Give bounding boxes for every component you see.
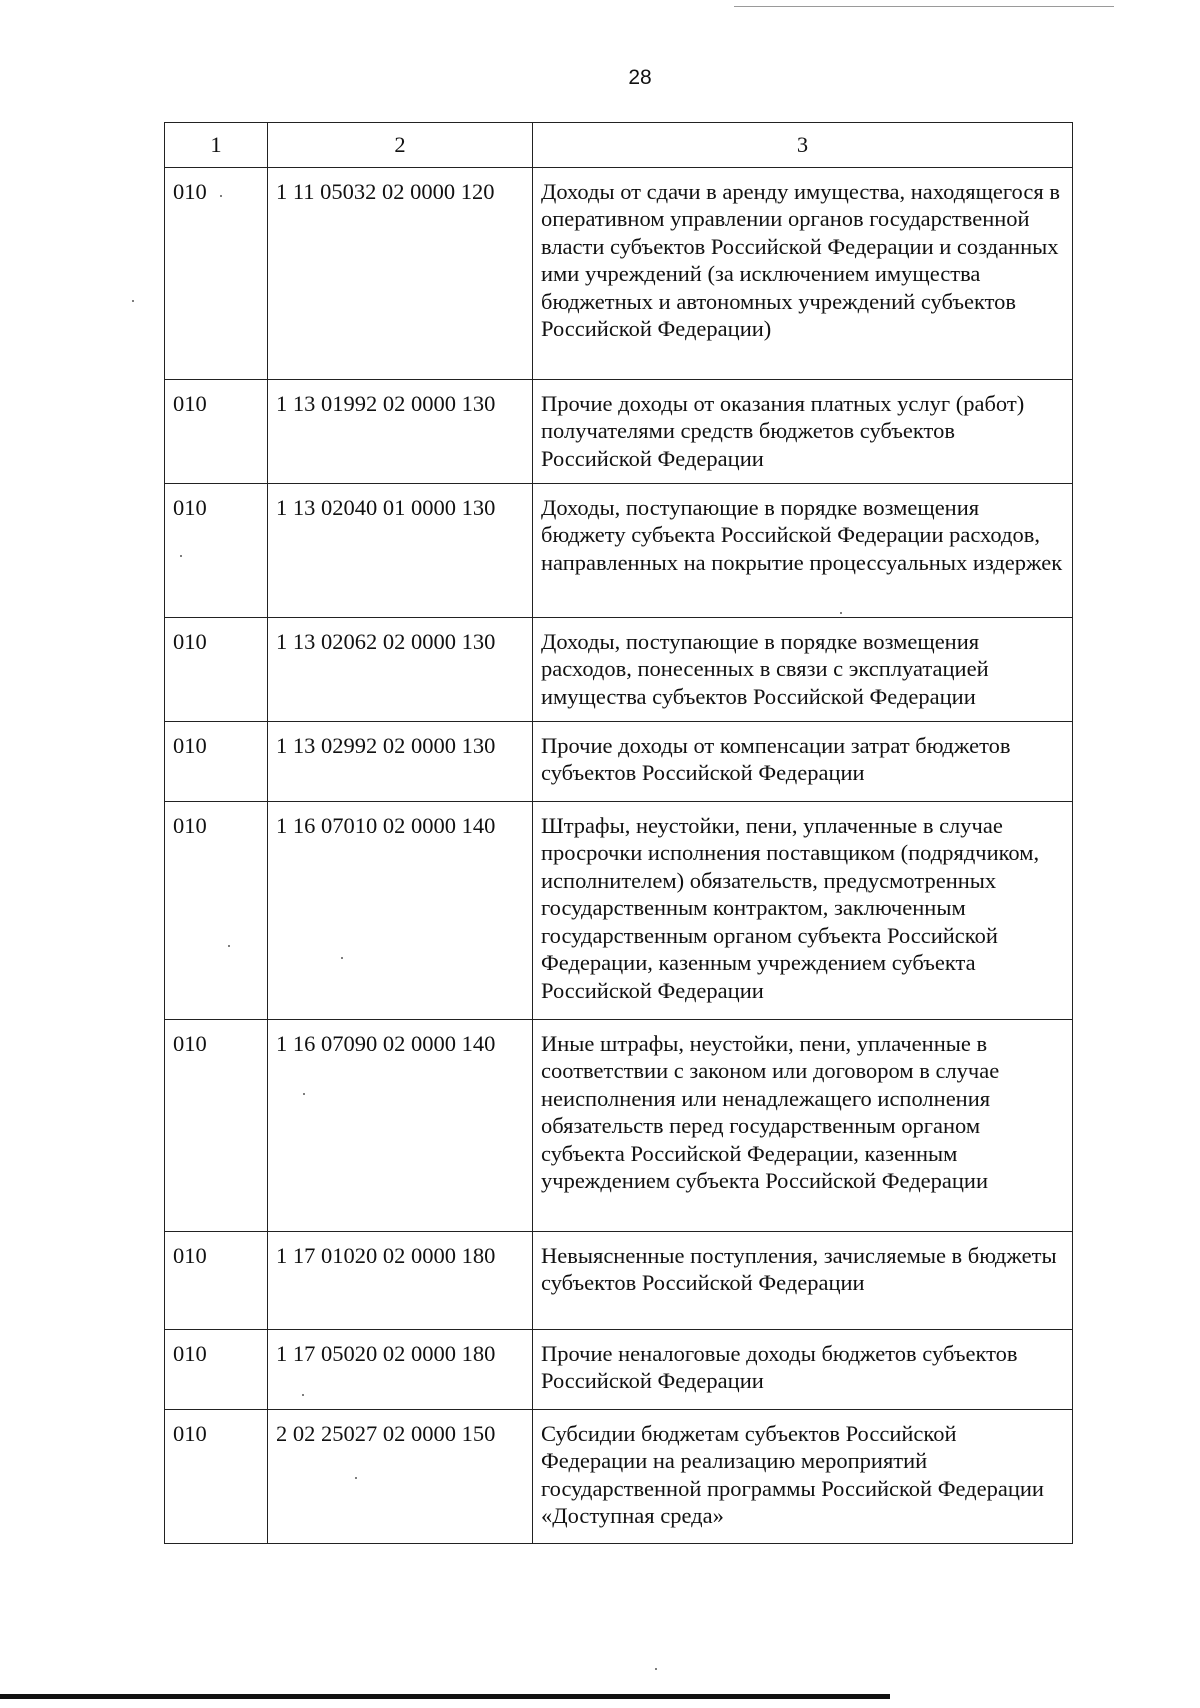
description-cell: Иные штрафы, неустойки, пени, уплаченные в соответствии с законом или договором в случае неисполнения или ненадлежащего исполнения обязательств перед государственным органом субъекта Российской Федерации, казенным учреждением субъекта Российской Федерации [533,1019,1073,1231]
income-codes-table [164,122,1073,1544]
table-row [165,1329,1073,1409]
scan-speck [180,555,182,557]
admin-code-cell: 010 [165,721,268,801]
kbk-code-cell: 1 11 05032 02 0000 120 [268,167,533,379]
admin-code-cell: 010 [165,1329,268,1409]
admin-code-cell: 010 [165,379,268,483]
admin-code-cell: 010 [165,1409,268,1543]
scan-speck [220,195,222,197]
column-header-1: 1 [165,123,268,168]
page-number: 28 [628,66,652,89]
description-cell: Доходы, поступающие в порядке возмещения бюджету субъекта Российской Федерации расходов, направленных на покрытие процессуальных издержек [533,483,1073,617]
scan-speck [302,1394,304,1396]
description-cell: Штрафы, неустойки, пени, уплаченные в случае просрочки исполнения поставщиком (подрядчиком, исполнителем) обязательств, предусмотренных государственным контрактом, заключенным государственным органом субъекта Российской Федерации, казенным учреждением субъекта Российской Федерации [533,801,1073,1019]
table-row [165,167,1073,379]
scan-bottom-rule [0,1694,890,1699]
scan-speck [228,945,230,947]
table-row [165,721,1073,801]
scan-speck [840,612,842,614]
kbk-code-cell: 1 13 02040 01 0000 130 [268,483,533,617]
scan-top-rule [734,6,1114,7]
description-cell: Невыясненные поступления, зачисляемые в бюджеты субъектов Российской Федерации [533,1231,1073,1329]
admin-code-cell: 010 [165,1019,268,1231]
table-row [165,1409,1073,1543]
scan-speck [355,1477,357,1479]
admin-code-cell: 010 [165,483,268,617]
table-row [165,483,1073,617]
table-header-row [165,123,1073,168]
kbk-code-cell: 1 13 01992 02 0000 130 [268,379,533,483]
admin-code-cell: 010 [165,167,268,379]
scan-speck [132,300,134,302]
kbk-code-cell: 1 13 02062 02 0000 130 [268,617,533,721]
table-row [165,801,1073,1019]
description-cell: Доходы, поступающие в порядке возмещения расходов, понесенных в связи с эксплуатацией имущества субъектов Российской Федерации [533,617,1073,721]
table-row [165,1231,1073,1329]
kbk-code-cell: 1 17 01020 02 0000 180 [268,1231,533,1329]
table-row [165,1019,1073,1231]
kbk-code-cell: 1 13 02992 02 0000 130 [268,721,533,801]
kbk-code-cell: 2 02 25027 02 0000 150 [268,1409,533,1543]
description-cell: Прочие доходы от оказания платных услуг (работ) получателями средств бюджетов субъектов Российской Федерации [533,379,1073,483]
description-cell: Прочие неналоговые доходы бюджетов субъектов Российской Федерации [533,1329,1073,1409]
table-row [165,379,1073,483]
scan-speck [303,1093,305,1095]
description-cell: Доходы от сдачи в аренду имущества, находящегося в оперативном управлении органов государственной власти субъектов Российской Федерации и созданных ими учреждений (за исключением имущества бюджетных и автономных учреждений субъектов Российской Федерации) [533,167,1073,379]
description-cell: Прочие доходы от компенсации затрат бюджетов субъектов Российской Федерации [533,721,1073,801]
kbk-code-cell: 1 16 07090 02 0000 140 [268,1019,533,1231]
description-cell: Субсидии бюджетам субъектов Российской Федерации на реализацию мероприятий государственной программы Российской Федерации «Доступная среда» [533,1409,1073,1543]
scan-speck [341,957,343,959]
column-header-3: 3 [533,123,1073,168]
kbk-code-cell: 1 16 07010 02 0000 140 [268,801,533,1019]
scan-speck [655,1668,657,1670]
kbk-code-cell: 1 17 05020 02 0000 180 [268,1329,533,1409]
column-header-2: 2 [268,123,533,168]
admin-code-cell: 010 [165,801,268,1019]
admin-code-cell: 010 [165,617,268,721]
admin-code-cell: 010 [165,1231,268,1329]
table-row [165,617,1073,721]
